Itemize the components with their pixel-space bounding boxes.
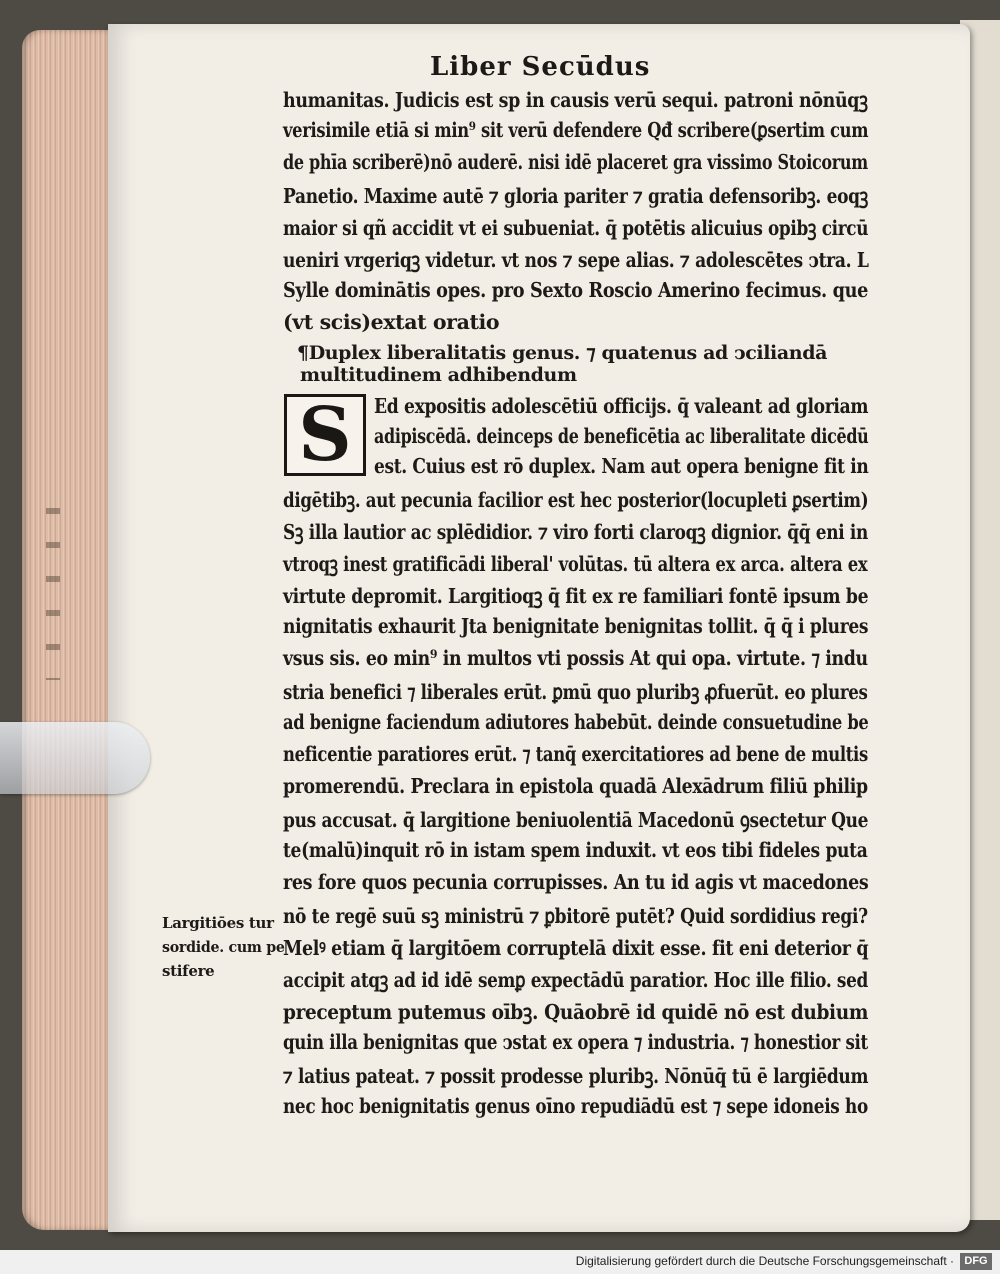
text-line: accipit atqꝫ ad id idē semꝑ expectādū paratior. Hoc ille filio. sed [283, 968, 869, 992]
page-edges [22, 30, 122, 1230]
text-line: verisimile etiā si min⁹ sit verū defendere Qđ scribere(ꝑsertim cum [283, 118, 869, 142]
decorated-initial: S [284, 394, 366, 476]
text-line: Melꝰ etiam q̄ largitōem corruptelā dixit esse. fit eni deterior q̄ [283, 936, 869, 960]
text-line: promerendū. Preclara in epistola quadā Alexādrum filiū philip [283, 774, 868, 798]
marginal-note-line: Largitiōes tur [162, 914, 274, 932]
text-line: humanitas. Judicis est sp in causis verū sequi. patroni nōnūqꝫ [283, 88, 868, 112]
text-line: quin illa benignitas que ↄstat ex opera ⁊ industria. ⁊ honestior sit [283, 1030, 868, 1054]
text-line: pus accusat. q̄ largitione beniuolentiā Macedonū ꝯsectetur Que [283, 808, 869, 832]
text-line: maior si qñ accidit vt ei subueniat. q̄ potētis alicuius opibꝫ circū [283, 216, 869, 240]
footer-bar [0, 1250, 1000, 1274]
marginal-note-line: sordide. cum pe [162, 938, 285, 956]
dfg-logo: DFG [960, 1253, 992, 1270]
text-line: vsus sis. eo min⁹ in multos vti possis At qui opa. virtute. ⁊ indu [283, 646, 868, 670]
text-line: Ed expositis adolescētiū officijs. q̄ valeant ad gloriam [374, 394, 869, 418]
text-line: nec hoc benignitatis genus oīno repudiādū est ⁊ sepe idoneis ho [283, 1094, 868, 1118]
funding-credit: Digitalisierung gefördert durch die Deutsche Forschungsgemeinschaft · [575, 1254, 954, 1268]
page-clip [0, 722, 150, 794]
chapter-rubric: multitudinem adhibendum [300, 364, 577, 386]
text-line: neficentie paratiores erūt. ⁊ tanq̄ exercitatiores ad bene de multis [283, 742, 868, 766]
chapter-rubric: ¶Duplex liberalitatis genus. ⁊ quatenus ad ↄciliandā [297, 342, 827, 364]
text-line: virtute depromit. Largitioqꝫ q̄ fit ex re familiari fontē ipsum be [283, 584, 869, 608]
running-header: Liber Secūdus [430, 52, 651, 82]
text-line: stria benefici ⁊ liberales erūt. ꝑmū quo pluribꝫ ꝓfuerūt. eo plures [283, 680, 868, 704]
text-line: te(malū)inquit rō in istam spem induxit. vt eos tibi fideles puta [283, 838, 868, 862]
text-line: nignitatis exhaurit Jta benignitate benignitas tollit. q̄ q̄ i plures [283, 614, 869, 638]
text-line: Panetio. Maxime autē ⁊ gloria pariter ⁊ gratia defensoribꝫ. eoqꝫ [283, 184, 869, 208]
text-line: adipiscēdā. deinceps de beneficētia ac liberalitate dicēdū [374, 424, 869, 448]
text-line: ⁊ latius pateat. ⁊ possit prodesse pluribꝫ. Nōnūq̄ tū ē largiēdum [283, 1064, 869, 1088]
marginal-note-line: stifere [162, 962, 215, 980]
text-line: Sylle dominātis opes. pro Sexto Roscio Amerino fecimus. que [283, 278, 869, 302]
text-line: est. Cuius est rō duplex. Nam aut opera benigne fit in [374, 454, 869, 478]
text-line: ueniri vrgeriqꝫ videtur. vt nos ⁊ sepe alias. ⁊ adolescētes ↄtra. L [283, 248, 869, 272]
text-line: (vt scis)extat oratio [283, 310, 500, 334]
text-line: Sꝫ illa lautior ac splēdidior. ⁊ viro forti claroqꝫ dignior. q̄q̄ eni in [283, 520, 868, 544]
text-line: digētibꝫ. aut pecunia facilior est hec posterior(locupleti ꝑsertim) [283, 488, 869, 512]
text-line: nō te regē suū sꝫ ministrū ⁊ ꝑbitorē putēt? Quid sordidius regi? [283, 904, 868, 928]
text-line: res fore quos pecunia corrupisses. An tu id agis vt macedones [283, 870, 869, 894]
text-line: vtroqꝫ inest gratificādi liberal' volūtas. tū altera ex arca. altera ex [283, 552, 868, 576]
text-line: de phīa scriberē)nō auderē. nisi idē placeret gra vissimo Stoicorum [283, 150, 868, 174]
text-line: ad benigne faciendum adiutores habebūt. deinde consuetudine be [283, 710, 869, 734]
text-line: preceptum putemus oībꝫ. Quāobrē id quidē nō est dubium [283, 1000, 869, 1024]
margin-marks [46, 480, 60, 680]
